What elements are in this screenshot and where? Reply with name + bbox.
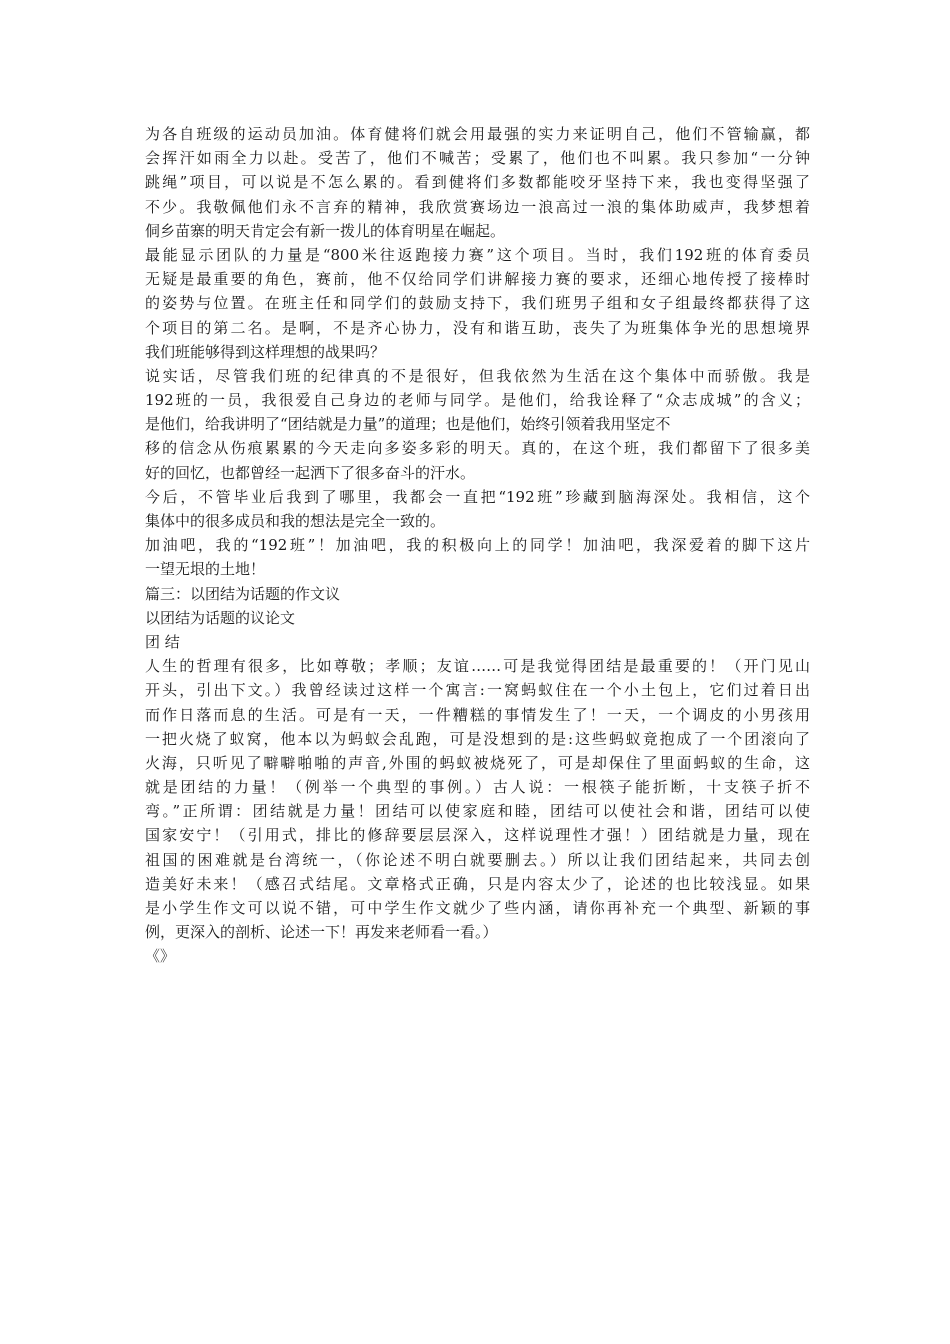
text-line: 《》 [145,947,176,966]
text-line: 是小学生作文可以说不错，可中学生作文就少了些内涵，请你再补充一个典型、新颖的事 [145,899,810,917]
text-line: 是他们，给我讲明了“团结就是力量”的道理；也是他们，始终引领着我用坚定不 [145,415,671,434]
text-line: 的姿势与位置。在班主任和同学们的鼓励支持下，我们班男子组和女子组最终都获得了这 [145,294,810,313]
text-line: 为各自班级的运动员加油。体育健将们就会用最强的实力来证明自己，他们不管输赢，都 [145,125,810,143]
text-line: 火海，只听见了噼噼啪啪的声音,外围的蚂蚁被烧死了，可是却保住了里面蚂蚁的生命，这 [145,753,810,772]
text-line: 会挥汗如雨全力以赴。受苦了，他们不喊苦；受累了，他们也不叫累。我只参加“一分钟 [145,149,810,168]
text-line: 以团结为话题的议论文 [145,608,296,627]
text-line: 今后，不管毕业后我到了哪里，我都会一直把“192班”珍藏到脑海深处。我相信，这个 [145,487,810,506]
text-line: 192班的一员，我很爱自己身边的老师与同学。是他们，给我诠释了“众志成城”的含义； [145,391,810,410]
text-line: 例，更深入的剖析、论述一下！再发来老师看一看。） [145,923,498,942]
text-line: 国家安宁！（引用式，排比的修辞要层层深入，这样说理性才强！）团结就是力量，现在 [145,826,810,845]
text-line: 我们班能够得到这样理想的战果吗？ [145,342,386,361]
text-line: 不少。我敬佩他们永不言弃的精神，我欣赏赛场边一浪高过一浪的集体助威声，我梦想着 [145,197,810,216]
text-line: 无疑是最重要的角色，赛前，他不仅给同学们讲解接力赛的要求，还细心地传授了接棒时 [145,270,810,289]
text-line: 开头，引出下文。）我曾经读过这样一个寓言:一窝蚂蚁住在一个小土包上，它们过着日出 [145,681,810,700]
text-line: 侗乡苗寨的明天肯定会有新一拨儿的体育明星在崛起。 [145,221,506,240]
text-line: 一望无垠的土地！ [145,560,266,579]
document-body [145,122,810,969]
text-line: 造美好未来！（感召式结尾。文章格式正确，只是内容太少了，论述的也比较浅显。如果 [145,874,810,893]
text-line: 集体中的很多成员和我的想法是完全一致的。 [145,512,446,530]
text-line: 好的回忆，也都曾经一起洒下了很多奋斗的汗水。 [145,463,476,482]
text-line: 说实话，尽管我们班的纪律真的不是很好，但我依然为生活在这个集体中而骄傲。我是 [145,366,810,385]
text-line: 最能显示团队的力量是“800米往返跑接力赛”这个项目。当时，我们192班的体育委员 [145,245,810,264]
text-line: 篇三：以团结为话题的作文议 [145,584,341,603]
text-line: 个项目的第二名。是啊，不是齐心协力，没有和谐互助，丧失了为班集体争光的思想境界 [145,318,810,337]
text-line: 而作日落而息的生活。可是有一天，一件糟糕的事情发生了！一天，一个调皮的小男孩用 [145,705,810,724]
text-line: 一把火烧了蚁窝，他本以为蚂蚁会乱跑，可是没想到的是:这些蚂蚁竟抱成了一个团滚向了 [145,729,810,748]
text-line: 就是团结的力量！（例举一个典型的事例。）古人说：一根筷子能折断，十支筷子折不 [145,778,810,797]
text-line: 移的信念从伤痕累累的今天走向多姿多彩的明天。真的，在这个班，我们都留下了很多美 [145,439,810,458]
text-line: 加油吧，我的“192班”！加油吧，我的积极向上的同学！加油吧，我深爱着的脚下这片 [145,536,810,555]
text-line: 弯。”正所谓：团结就是力量！团结可以使家庭和睦，团结可以使社会和谐，团结可以使 [145,802,810,821]
text-line: 人生的哲理有很多，比如尊敬；孝顺；友谊……可是我觉得团结是最重要的！（开门见山 [145,657,810,676]
text-line: 团 结 [145,632,180,651]
text-line: 跳绳”项目，可以说是不怎么累的。看到健将们多数都能咬牙坚持下来，我也变得坚强了 [145,173,810,192]
text-line: 祖国的困难就是台湾统一，（你论述不明白就要删去。）所以让我们团结起来，共同去创 [145,850,810,869]
